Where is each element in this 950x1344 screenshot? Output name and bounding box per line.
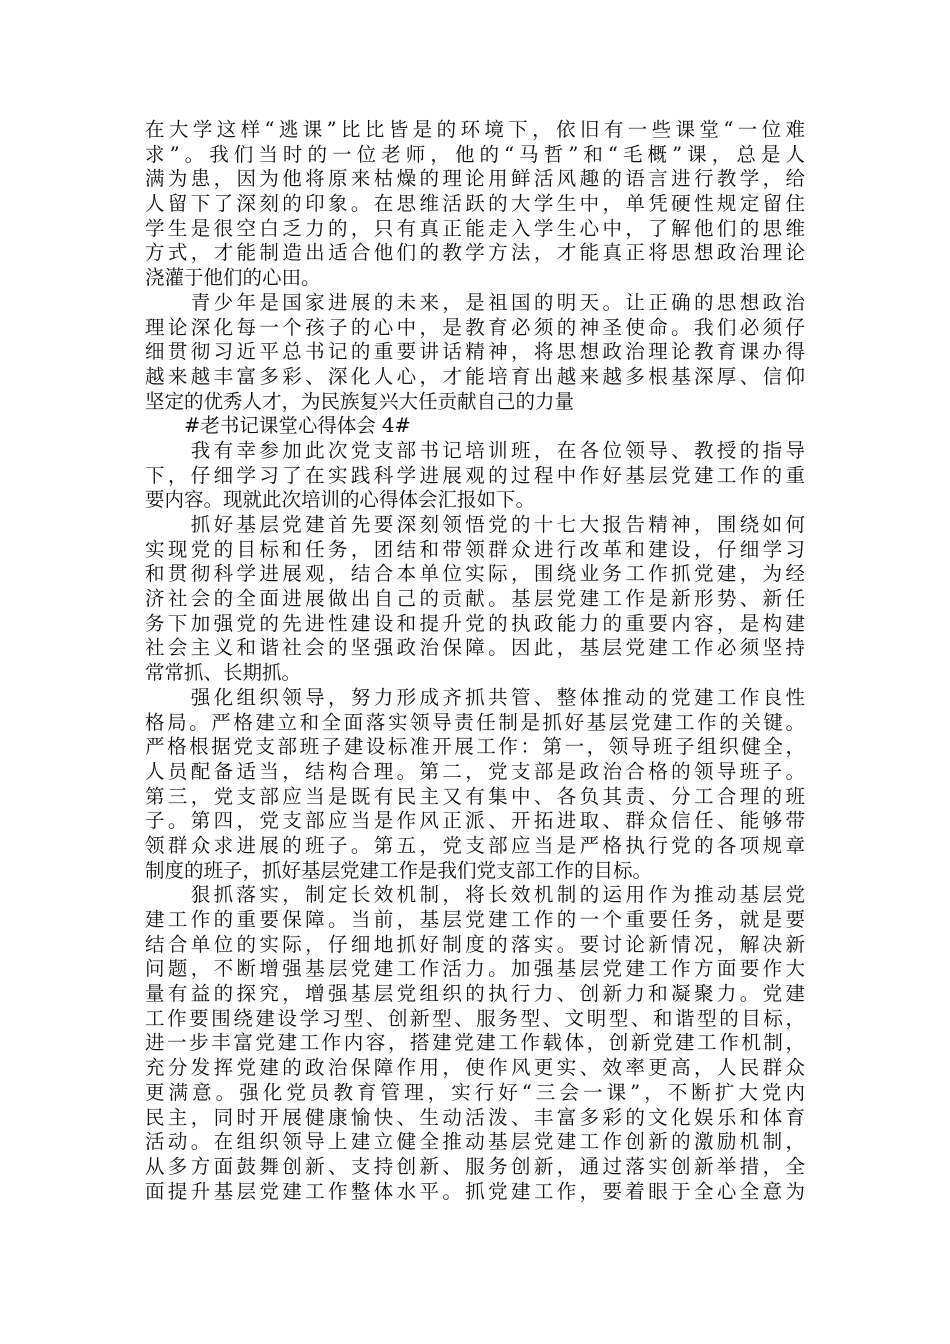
text-line: 量有益的探究，增强基层党组织的执行力、创新力和凝聚力。党建 <box>145 982 805 1006</box>
text-line: 常常抓、长期抓。 <box>145 661 302 685</box>
text-line: 社会主义和谐社会的坚强政治保障。因此，基层党建工作必须坚持 <box>145 636 805 660</box>
text-line: 子。第四，党支部应当是作风正派、开拓进取、群众信任、能够带 <box>145 809 805 833</box>
document-body <box>145 118 805 1204</box>
text-line: 活动。在组织领导上建立健全推动基层党建工作创新的激励机制， <box>145 1130 805 1154</box>
text-line: 强化组织领导，努力形成齐抓共管、整体推动的党建工作良性 <box>145 685 805 709</box>
text-line: 务下加强党的先进性建设和提升党的执政能力的重要内容，是构建 <box>145 611 805 635</box>
text-line: 工作要围绕建设学习型、创新型、服务型、文明型、和谐型的目标， <box>145 1006 805 1030</box>
text-line: 坚定的优秀人才，为民族复兴大任贡献自己的力量 <box>145 389 575 413</box>
text-line: 第三，党支部应当是既有民主又有集中、各负其责、分工合理的班 <box>145 784 805 808</box>
text-line: 格局。严格建立和全面落实领导责任制是抓好基层党建工作的关键。 <box>145 710 805 734</box>
text-line: 建工作的重要保障。当前，基层党建工作的一个重要任务，就是要 <box>145 908 805 931</box>
text-line: 越来越丰富多彩、深化人心，才能培育出越来越多根基深厚、信仰 <box>145 364 805 388</box>
text-line: 问题，不断增强基层党建工作活力。加强基层党建工作方面要作大 <box>145 957 805 981</box>
text-line: 抓好基层党建首先要深刻领悟党的十七大报告精神，围绕如何 <box>145 513 805 536</box>
text-line: 制度的班子，抓好基层党建工作是我们党支部工作的目标。 <box>145 858 653 882</box>
text-line: 民主，同时开展健康愉快、生动活泼、丰富多彩的文化娱乐和体育 <box>145 1105 805 1129</box>
text-line: 学生是很空白乏力的，只有真正能走入学生心中，了解他们的思维 <box>145 216 805 240</box>
text-line: 结合单位的实际，仔细地抓好制度的落实。要讨论新情况，解决新 <box>145 932 805 956</box>
text-line: 领群众求进展的班子。第五，党支部应当是严格执行党的各项规章 <box>145 833 805 857</box>
text-line: 在大学这样“逃课”比比皆是的环境下，依旧有一些课堂“一位难 <box>145 118 805 141</box>
text-line: 理论深化每一个孩子的心中，是教育必须的神圣使命。我们必须仔 <box>145 315 805 339</box>
text-line: 严格根据党支部班子建设标准开展工作：第一，领导班子组织健全， <box>145 735 805 759</box>
text-line: 求”。我们当时的一位老师，他的“马哲”和“毛概”课，总是人 <box>145 142 805 166</box>
text-line: 人员配备适当，结构合理。第二，党支部是政治合格的领导班子。 <box>145 759 805 783</box>
text-line: 更满意。强化党员教育管理，实行好“三会一课”，不断扩大党内 <box>145 1080 805 1104</box>
text-line: 面提升基层党建工作整体水平。抓党建工作，要着眼于全心全意为 <box>145 1179 805 1203</box>
text-line: 狠抓落实，制定长效机制，将长效机制的运用作为推动基层党 <box>145 883 805 907</box>
text-line: 青少年是国家进展的未来，是祖国的明天。让正确的思想政治 <box>145 290 805 314</box>
text-line: 细贯彻习近平总书记的重要讲话精神，将思想政治理论教育课办得 <box>145 340 805 364</box>
text-line: 浇灌于他们的心田。 <box>145 266 321 290</box>
text-line: 人留下了深刻的印象。在思维活跃的大学生中，单凭硬性规定留住 <box>145 192 805 216</box>
text-line: 和贯彻科学进展观，结合本单位实际，围绕业务工作抓党建，为经 <box>145 562 805 586</box>
text-line: 方式，才能制造出适合他们的教学方法，才能真正将思想政治理论 <box>145 241 805 265</box>
text-line: 从多方面鼓舞创新、支持创新、服务创新，通过落实创新举措，全 <box>145 1154 805 1178</box>
text-line: 实现党的目标和任务，团结和带领群众进行改革和建设，仔细学习 <box>145 537 805 561</box>
text-line: 进一步丰富党建工作内容，搭建党建工作载体，创新党建工作机制， <box>145 1031 805 1055</box>
text-line: 充分发挥党建的政治保障作用，使作风更实、效率更高，人民群众 <box>145 1056 805 1080</box>
text-line: #老书记课堂心得体会 4# <box>145 414 411 438</box>
text-line: 我有幸参加此次党支部书记培训班，在各位领导、教授的指导 <box>145 438 805 462</box>
text-line: 满为患，因为他将原来枯燥的理论用鲜活风趣的语言进行教学，给 <box>145 167 805 191</box>
text-line: 下，仔细学习了在实践科学进展观的过程中作好基层党建工作的重 <box>145 463 805 487</box>
text-line: 济社会的全面进展做出自己的贡献。基层党建工作是新形势、新任 <box>145 587 805 611</box>
text-line: 要内容。现就此次培训的心得体会汇报如下。 <box>145 488 536 512</box>
